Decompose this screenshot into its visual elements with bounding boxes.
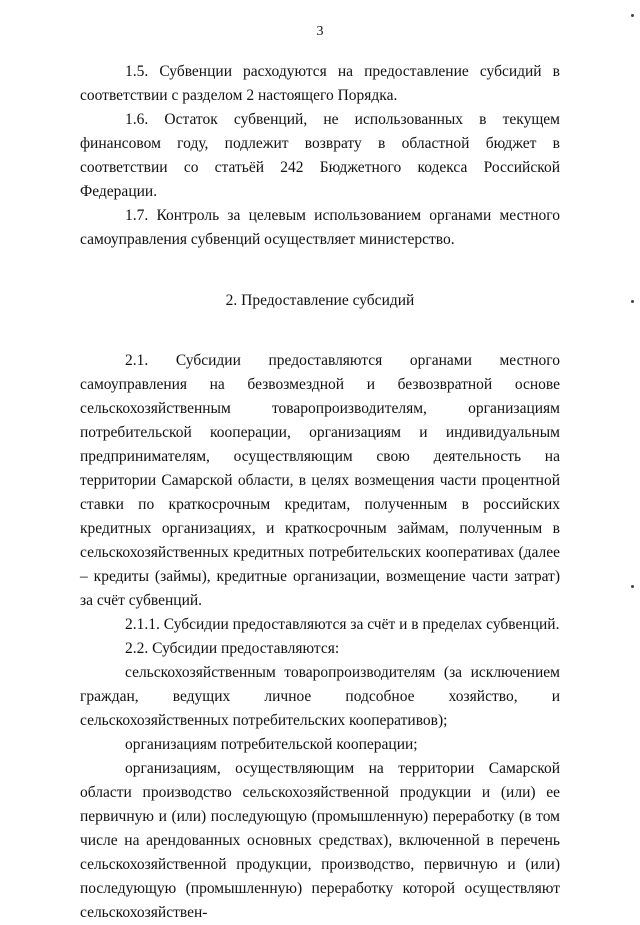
document-body — [80, 60, 560, 925]
paragraph-2-1-1: 2.1.1. Субсидии предоставляются за счёт и в пределах субвенций. — [125, 616, 560, 633]
scan-artifact-dot — [631, 585, 634, 588]
paragraph-2-1: 2.1. Субсидии предоставляются органами местного самоуправления на безвозмездной и безвозвратной основе сельскохозяйственным товаропроизводителям, организациям потребительской кооперации, организациям и индивидуальным предпринимателям, осуществляющим свою деятельность на территории Самарской области, в целях возмещения части процентной ставки по краткосрочным кредитам, полученным в российских кредитных организациях, и краткосрочным займам, полученным в сельскохозяйственных кредитных потребительских кооперативах (далее – кредиты (займы), кредитные организации, возмещение части затрат) за счёт субвенций. — [80, 352, 560, 609]
paragraph-1-7: 1.7. Контроль за целевым использованием органами местного самоуправления субвенций осуществляет министерство. — [80, 207, 560, 248]
scan-artifact-dot — [631, 14, 634, 17]
page-number: 3 — [316, 24, 324, 39]
paragraph-2-2: 2.2. Субсидии предоставляются: — [125, 640, 340, 657]
list-item-organizations: организациям, осуществляющим на территории Самарской области производство сельскохозяйственной продукции и (или) ее первичную и (или) последующую (промышленную) переработку (в том числе на арендованных основных средствах), включенной в перечень сельскохозяйственной продукции, производство, первичную и (или) последующую (промышленную) переработку которой осуществляют сельскохозяйствен- — [80, 760, 560, 921]
section-heading: 2. Предоставление субсидий — [225, 292, 415, 309]
list-item-consumer-cooperation: организациям потребительской кооперации; — [125, 736, 418, 753]
paragraph-1-6: 1.6. Остаток субвенций, не использованных в текущем финансовом году, подлежит возврату в областной бюджет в соответствии со статьёй 242 Бюджетного кодекса Российской Федерации. — [80, 111, 560, 200]
list-item-agricultural-producers: сельскохозяйственным товаропроизводителям (за исключением граждан, ведущих личное подсобное хозяйство, и сельскохозяйственных потребительских кооперативов); — [80, 664, 560, 729]
scan-artifact-dot — [631, 300, 634, 303]
paragraph-1-5: 1.5. Субвенции расходуются на предоставление субсидий в соответствии с разделом 2 настоящего Порядка. — [80, 63, 560, 104]
